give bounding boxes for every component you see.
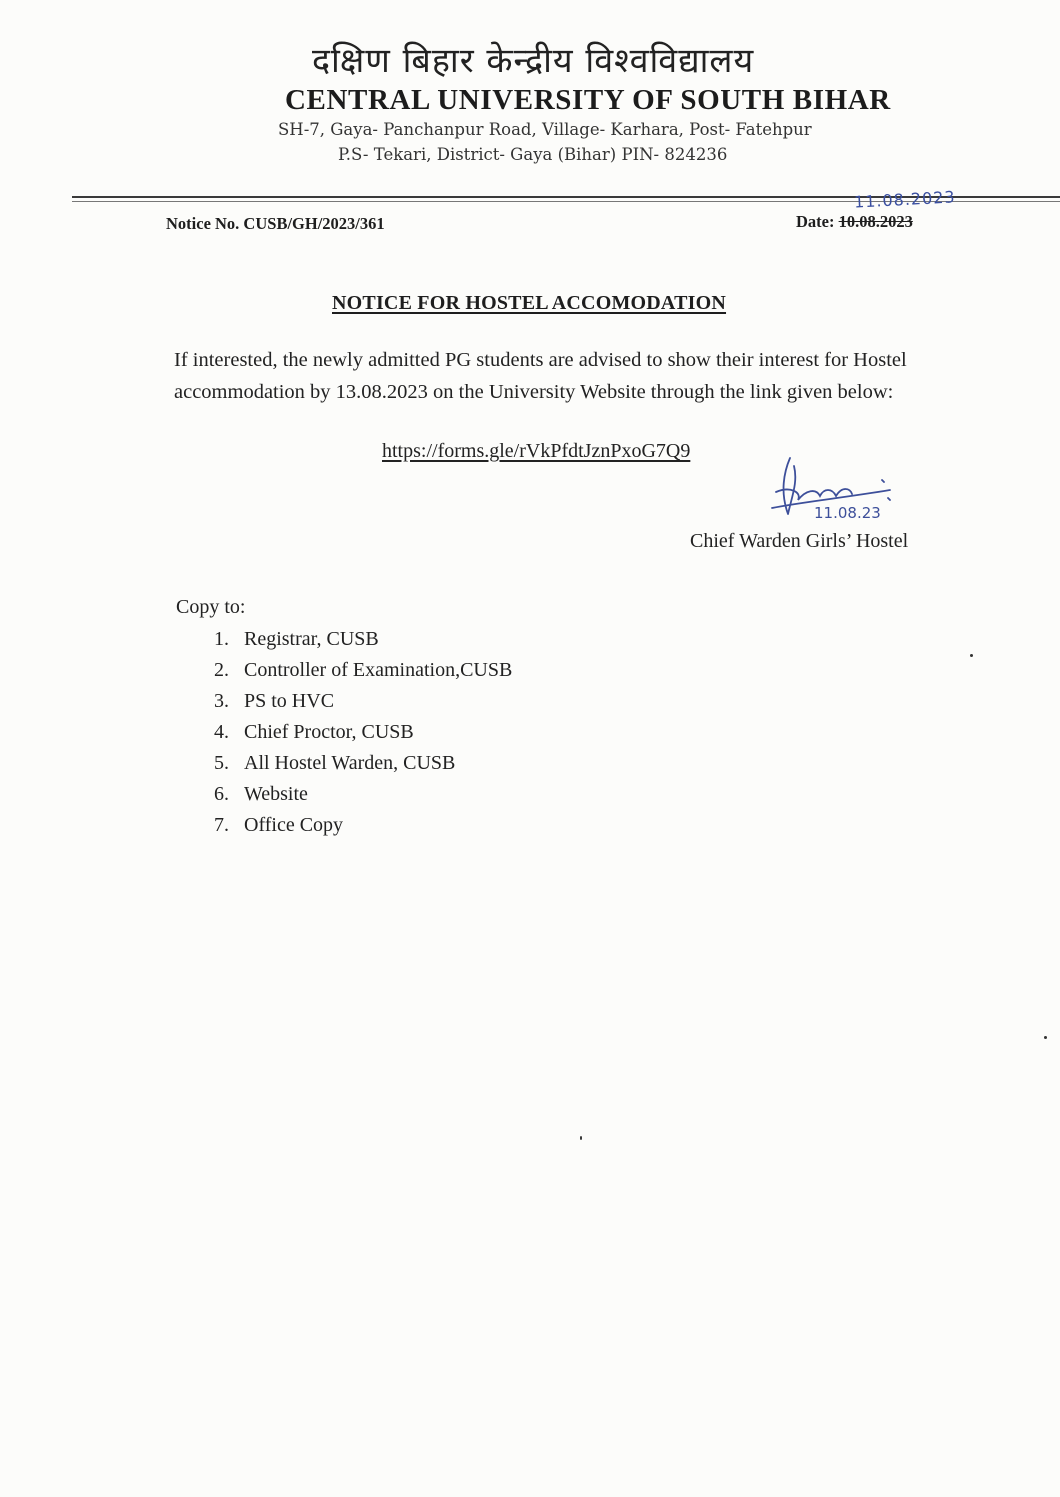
address-line-1: SH-7, Gaya- Panchanpur Road, Village- Karhara, Post- Fatehpur: [278, 120, 812, 139]
university-name-english: CENTRAL UNIVERSITY OF SOUTH BIHAR: [285, 84, 891, 116]
list-item: 7. Office Copy: [214, 814, 344, 836]
notice-heading: NOTICE FOR HOSTEL ACCOMODATION: [332, 292, 727, 314]
list-item: 5. All Hostel Warden, CUSB: [214, 752, 456, 774]
notice-number: Notice No. CUSB/GH/2023/361: [166, 214, 385, 233]
copy-to-label: Copy to:: [176, 596, 246, 618]
list-item: 1. Registrar, CUSB: [214, 628, 379, 650]
form-link[interactable]: https://forms.gle/rVkPfdtJznPxoG7Q9: [382, 440, 691, 462]
handwritten-date-correction: 11.08.2023: [853, 187, 957, 212]
notice-date: [796, 212, 913, 232]
list-item: 3. PS to HVC: [214, 690, 335, 712]
struck-date: 10.08.2023: [838, 212, 913, 231]
scan-speck: [1044, 1036, 1047, 1039]
university-name-hindi: दक्षिण बिहार केन्द्रीय विश्वविद्यालय: [312, 41, 755, 81]
notice-body: If interested, the newly admitted PG students are advised to show their interest for Hostel accommodation by 13.08.2023 on the University Website through the link given below:: [174, 349, 907, 403]
scan-speck: [580, 1136, 582, 1140]
list-item: 6. Website: [214, 783, 308, 805]
signatory-designation: Chief Warden Girls’ Hostel: [690, 530, 909, 552]
signature: [732, 452, 902, 532]
signature-date: 11.08.23: [814, 504, 881, 522]
date-label: Date:: [796, 212, 839, 231]
copy-to-list: [214, 624, 512, 841]
list-item: 4. Chief Proctor, CUSB: [214, 721, 414, 743]
scan-speck: [970, 654, 973, 657]
address-line-2: P.S- Tekari, District- Gaya (Bihar) PIN- 824236: [338, 145, 728, 164]
list-item: 2. Controller of Examination,CUSB: [214, 659, 513, 681]
